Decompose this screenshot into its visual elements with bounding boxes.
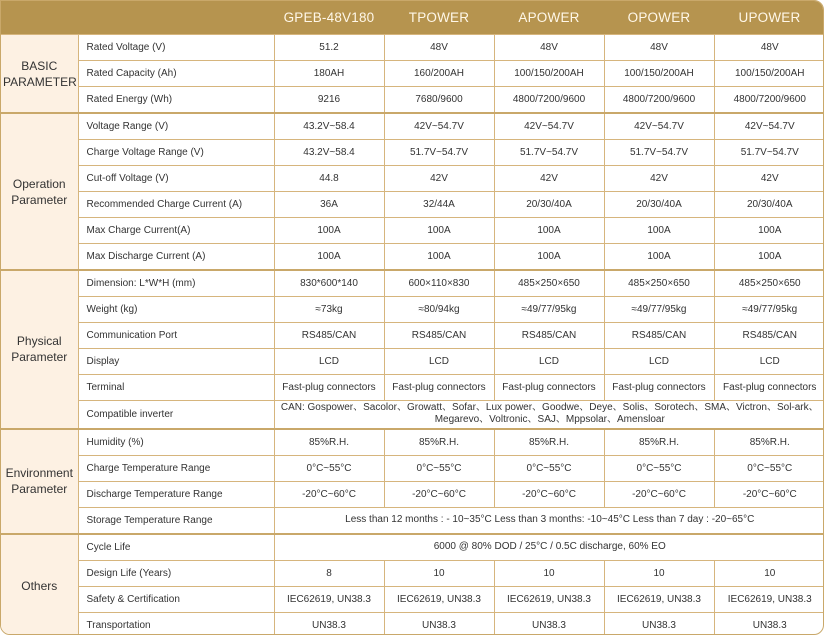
cell-value: 85%R.H. bbox=[384, 429, 494, 456]
table-row bbox=[1, 612, 824, 635]
cell-value: 32/44A bbox=[384, 192, 494, 218]
table-row bbox=[1, 507, 824, 534]
cell-value: ≈49/77/95kg bbox=[494, 297, 604, 323]
cell-value: 36A bbox=[274, 192, 384, 218]
group-label: Physical Parameter bbox=[1, 270, 78, 429]
cell-value: LCD bbox=[714, 349, 824, 375]
cell-value: 0°C~55°C bbox=[714, 455, 824, 481]
cell-value: -20°C~60°C bbox=[604, 481, 714, 507]
cell-value: 51.7V~54.7V bbox=[384, 140, 494, 166]
row-label: Rated Capacity (Ah) bbox=[78, 61, 274, 87]
cell-value: 51.7V~54.7V bbox=[714, 140, 824, 166]
cell-value: -20°C~60°C bbox=[714, 481, 824, 507]
table-row bbox=[1, 244, 824, 271]
row-label: Communication Port bbox=[78, 323, 274, 349]
cell-value: 485×250×650 bbox=[714, 270, 824, 297]
row-label: Max Charge Current(A) bbox=[78, 218, 274, 244]
cell-value: UN38.3 bbox=[494, 612, 604, 635]
cell-value: 42V~54.7V bbox=[604, 113, 714, 140]
cell-value: 0°C~55°C bbox=[274, 455, 384, 481]
cell-value: 20/30/40A bbox=[604, 192, 714, 218]
cell-value: 10 bbox=[604, 560, 714, 586]
table-row bbox=[1, 61, 824, 87]
cell-value: 85%R.H. bbox=[494, 429, 604, 456]
cell-value: 43.2V~58.4 bbox=[274, 140, 384, 166]
cell-value: IEC62619, UN38.3 bbox=[384, 586, 494, 612]
cell-value: IEC62619, UN38.3 bbox=[494, 586, 604, 612]
cell-value: 51.2 bbox=[274, 35, 384, 61]
cell-value: 9216 bbox=[274, 87, 384, 114]
row-label: Humidity (%) bbox=[78, 429, 274, 456]
cell-value: 100A bbox=[494, 244, 604, 271]
cell-value: 10 bbox=[384, 560, 494, 586]
cell-value: 8 bbox=[274, 560, 384, 586]
cell-value: 160/200AH bbox=[384, 61, 494, 87]
cell-value: 0°C~55°C bbox=[494, 455, 604, 481]
row-label: Cycle Life bbox=[78, 534, 274, 561]
cell-value: 48V bbox=[604, 35, 714, 61]
cell-value: RS485/CAN bbox=[384, 323, 494, 349]
cell-value: 43.2V~58.4 bbox=[274, 113, 384, 140]
cell-value: 85%R.H. bbox=[604, 429, 714, 456]
cell-value: LCD bbox=[274, 349, 384, 375]
table-row bbox=[1, 429, 824, 456]
table-row bbox=[1, 349, 824, 375]
group-label: Others bbox=[1, 534, 78, 636]
cell-value: 48V bbox=[384, 35, 494, 61]
cell-value: 10 bbox=[494, 560, 604, 586]
table-body bbox=[1, 35, 824, 636]
table-row bbox=[1, 166, 824, 192]
cell-value: UN38.3 bbox=[384, 612, 494, 635]
row-label: Dimension: L*W*H (mm) bbox=[78, 270, 274, 297]
cell-value: LCD bbox=[494, 349, 604, 375]
row-label: Storage Temperature Range bbox=[78, 507, 274, 534]
cell-value: 51.7V~54.7V bbox=[494, 140, 604, 166]
cell-value: 485×250×650 bbox=[604, 270, 714, 297]
cell-value: -20°C~60°C bbox=[494, 481, 604, 507]
cell-value: 100A bbox=[604, 218, 714, 244]
cell-value: RS485/CAN bbox=[604, 323, 714, 349]
cell-value: 180AH bbox=[274, 61, 384, 87]
row-label: Compatible inverter bbox=[78, 401, 274, 429]
cell-value: 100A bbox=[384, 218, 494, 244]
cell-value: 4800/7200/9600 bbox=[604, 87, 714, 114]
cell-value: 4800/7200/9600 bbox=[494, 87, 604, 114]
table-row bbox=[1, 297, 824, 323]
header-empty bbox=[78, 1, 274, 35]
cell-value: 85%R.H. bbox=[274, 429, 384, 456]
cell-value: 100A bbox=[384, 244, 494, 271]
row-label: Cut-off Voltage (V) bbox=[78, 166, 274, 192]
cell-value: UN38.3 bbox=[604, 612, 714, 635]
row-label: Charge Temperature Range bbox=[78, 455, 274, 481]
cell-value: 4800/7200/9600 bbox=[714, 87, 824, 114]
row-label: Max Discharge Current (A) bbox=[78, 244, 274, 271]
cell-value: 44.8 bbox=[274, 166, 384, 192]
row-label: Discharge Temperature Range bbox=[78, 481, 274, 507]
table-row bbox=[1, 140, 824, 166]
cell-value: 42V bbox=[494, 166, 604, 192]
cell-value: 100A bbox=[274, 244, 384, 271]
cell-value: RS485/CAN bbox=[274, 323, 384, 349]
cell-value: 100A bbox=[274, 218, 384, 244]
header-model: APOWER bbox=[494, 1, 604, 35]
cell-value: 42V~54.7V bbox=[494, 113, 604, 140]
cell-value: 0°C~55°C bbox=[604, 455, 714, 481]
row-label: Recommended Charge Current (A) bbox=[78, 192, 274, 218]
cell-value: 485×250×650 bbox=[494, 270, 604, 297]
header-row bbox=[1, 1, 824, 35]
group-label: Environment Parameter bbox=[1, 429, 78, 534]
cell-value: Fast-plug connectors bbox=[494, 375, 604, 401]
table-row bbox=[1, 87, 824, 114]
row-label: Design Life (Years) bbox=[78, 560, 274, 586]
cell-value: IEC62619, UN38.3 bbox=[604, 586, 714, 612]
table-row bbox=[1, 35, 824, 61]
cell-value: Fast-plug connectors bbox=[604, 375, 714, 401]
cell-value: -20°C~60°C bbox=[384, 481, 494, 507]
row-label: Terminal bbox=[78, 375, 274, 401]
cell-value: Fast-plug connectors bbox=[274, 375, 384, 401]
row-label: Rated Energy (Wh) bbox=[78, 87, 274, 114]
cell-value: Fast-plug connectors bbox=[714, 375, 824, 401]
table-row bbox=[1, 534, 824, 561]
cell-value: 42V~54.7V bbox=[714, 113, 824, 140]
cell-value: IEC62619, UN38.3 bbox=[714, 586, 824, 612]
cell-value: 85%R.H. bbox=[714, 429, 824, 456]
table-row bbox=[1, 560, 824, 586]
cell-value: 10 bbox=[714, 560, 824, 586]
table-row bbox=[1, 270, 824, 297]
header-empty bbox=[1, 1, 78, 35]
cell-value: 51.7V~54.7V bbox=[604, 140, 714, 166]
cell-value: 20/30/40A bbox=[714, 192, 824, 218]
cell-value: RS485/CAN bbox=[714, 323, 824, 349]
cell-value: IEC62619, UN38.3 bbox=[274, 586, 384, 612]
cell-value: Fast-plug connectors bbox=[384, 375, 494, 401]
row-label: Voltage Range (V) bbox=[78, 113, 274, 140]
cell-value: 0°C~55°C bbox=[384, 455, 494, 481]
cell-value: LCD bbox=[604, 349, 714, 375]
row-label: Charge Voltage Range (V) bbox=[78, 140, 274, 166]
cell-value: 100/150/200AH bbox=[714, 61, 824, 87]
table-row bbox=[1, 455, 824, 481]
cell-value: 20/30/40A bbox=[494, 192, 604, 218]
row-label: Display bbox=[78, 349, 274, 375]
table-row bbox=[1, 218, 824, 244]
cell-value: 7680/9600 bbox=[384, 87, 494, 114]
cell-value: 48V bbox=[714, 35, 824, 61]
header-model: GPEB-48V180 bbox=[274, 1, 384, 35]
cell-value: 100A bbox=[494, 218, 604, 244]
group-label: BASIC PARAMETER bbox=[1, 35, 78, 114]
header-model: OPOWER bbox=[604, 1, 714, 35]
table-row bbox=[1, 401, 824, 429]
cell-value: LCD bbox=[384, 349, 494, 375]
cell-value: UN38.3 bbox=[274, 612, 384, 635]
table-row bbox=[1, 192, 824, 218]
cell-value: UN38.3 bbox=[714, 612, 824, 635]
table-row bbox=[1, 113, 824, 140]
cell-value: ≈80/94kg bbox=[384, 297, 494, 323]
spanning-value: 6000 @ 80% DOD / 25°C / 0.5C discharge, 60% EO bbox=[274, 534, 824, 561]
table-row bbox=[1, 375, 824, 401]
cell-value: 100/150/200AH bbox=[604, 61, 714, 87]
header-model: UPOWER bbox=[714, 1, 824, 35]
spanning-value: Less than 12 months : - 10~35°C Less than 3 months: -10~45°C Less than 7 day : -20~65°C bbox=[274, 507, 824, 534]
table-row bbox=[1, 323, 824, 349]
spanning-value: CAN: Gospower、Sacolor、Growatt、Sofar、Lux power、Goodwe、Deye、Solis、Sorotech、SMA、Victron、Sol-ark、Megarevo、Voltronic、SAJ、Mppsolar、Amensloar bbox=[274, 401, 824, 429]
row-label: Rated Voltage (V) bbox=[78, 35, 274, 61]
cell-value: 830*600*140 bbox=[274, 270, 384, 297]
cell-value: RS485/CAN bbox=[494, 323, 604, 349]
cell-value: 600×110×830 bbox=[384, 270, 494, 297]
row-label: Transportation bbox=[78, 612, 274, 635]
table-row bbox=[1, 586, 824, 612]
cell-value: ≈49/77/95kg bbox=[604, 297, 714, 323]
spec-comparison-table bbox=[1, 1, 824, 635]
group-label: Operation Parameter bbox=[1, 113, 78, 270]
table-row bbox=[1, 481, 824, 507]
cell-value: 42V bbox=[714, 166, 824, 192]
cell-value: ≈73kg bbox=[274, 297, 384, 323]
cell-value: 48V bbox=[494, 35, 604, 61]
cell-value: 100A bbox=[604, 244, 714, 271]
row-label: Safety & Certification bbox=[78, 586, 274, 612]
header-model: TPOWER bbox=[384, 1, 494, 35]
cell-value: 42V bbox=[604, 166, 714, 192]
cell-value: -20°C~60°C bbox=[274, 481, 384, 507]
cell-value: 42V bbox=[384, 166, 494, 192]
cell-value: 100A bbox=[714, 244, 824, 271]
cell-value: ≈49/77/95kg bbox=[714, 297, 824, 323]
cell-value: 100/150/200AH bbox=[494, 61, 604, 87]
row-label: Weight (kg) bbox=[78, 297, 274, 323]
cell-value: 42V~54.7V bbox=[384, 113, 494, 140]
cell-value: 100A bbox=[714, 218, 824, 244]
